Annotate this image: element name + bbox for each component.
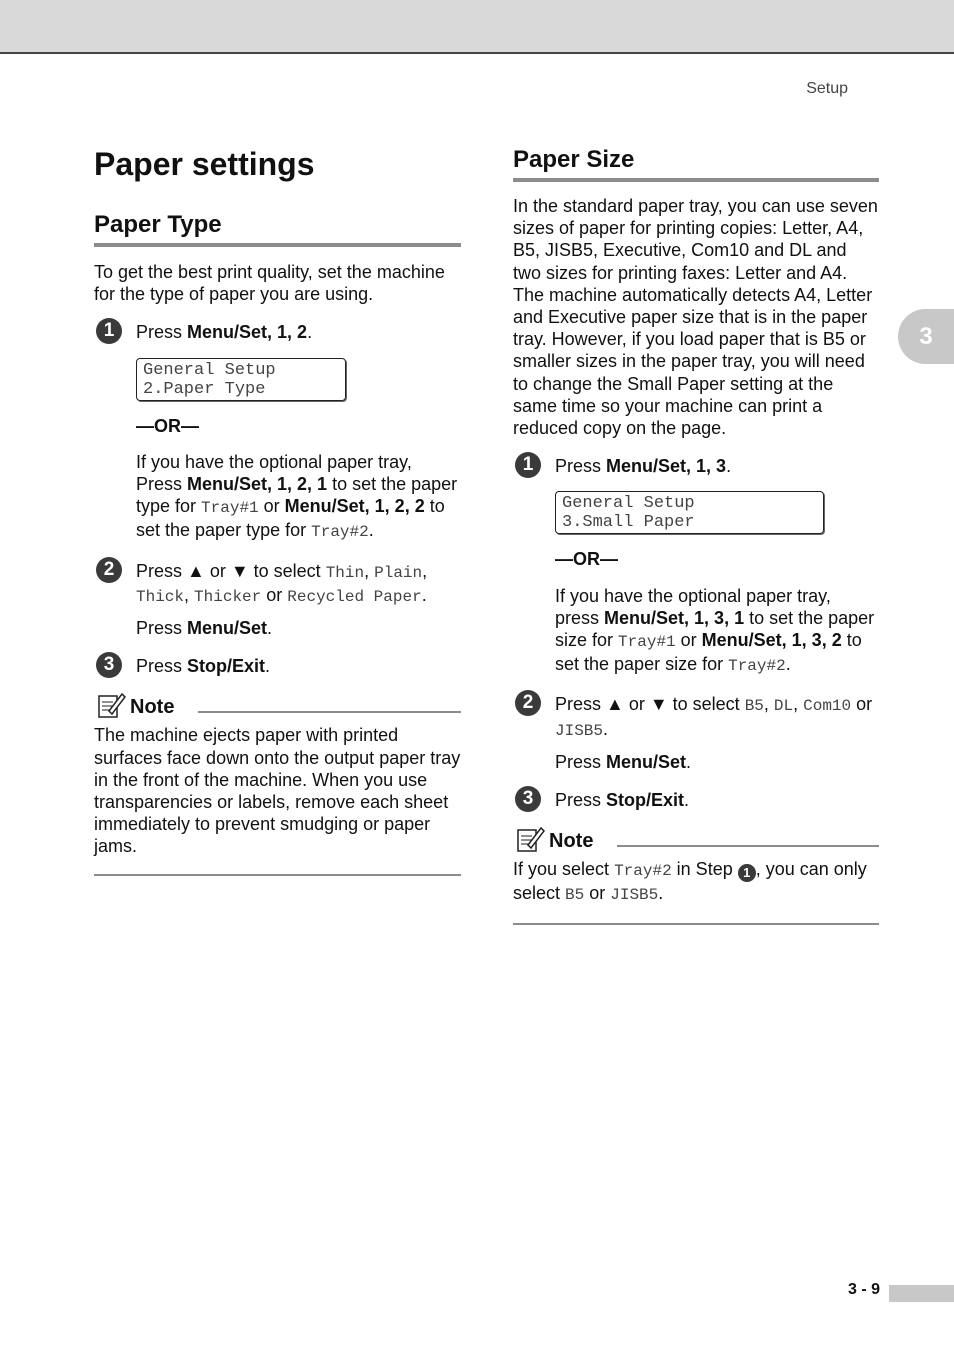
- lcd-line-1: General Setup: [562, 494, 695, 514]
- step-instruction: Press Menu/Set, 1, 2.: [136, 322, 313, 343]
- step-instruction: Press Stop/Exit.: [555, 790, 690, 811]
- step-number-badge: 1: [96, 318, 122, 344]
- step-instruction: Press Stop/Exit.: [136, 656, 271, 677]
- section-heading-paper-type: Paper Type: [94, 210, 461, 247]
- step-reference-badge: 1: [738, 864, 756, 882]
- paper-size-intro: In the standard paper tray, you can use seven sizes of paper for printing copies: Letter, A4, B5, JISB5, Executive, Com10 and DL and two sizes for printing faxes: Letter and A4. The machine automatically detects A4, Letter and Executive paper size that is in the paper tray. However, if you load paper that is B5 or smaller sizes in the paper tray, you will need to change the Small Paper setting at the same time so your machine can print a reduced copy on the page.: [513, 196, 878, 439]
- page-number: 3 - 9: [847, 1281, 880, 1298]
- section-heading-paper-size: Paper Size: [513, 145, 879, 182]
- step-number-badge: 3: [96, 652, 122, 678]
- chapter-number: 3: [919, 322, 933, 350]
- note-header: [94, 691, 461, 721]
- note-body: The machine ejects paper with printed surfaces face down onto the output paper tray in the front of the machine. When you use transparencies or labels, remove each sheet immediately to prevent smudging or paper jams.: [94, 725, 461, 857]
- paper-size-step-1: [513, 455, 879, 677]
- lcd-line-2: 3.Small Paper: [562, 513, 695, 533]
- chapter-tab: [898, 309, 954, 364]
- note-body: If you select Tray#2 in Step 1 , you can only select B5 or JISB5.: [513, 859, 867, 905]
- lcd-line-2: 2.Paper Type: [143, 379, 266, 399]
- note-rule: [198, 711, 461, 713]
- paper-type-step-2: [94, 560, 461, 640]
- step-instruction: Press Menu/Set, 1, 3.: [555, 456, 732, 477]
- or-separator: —OR—: [136, 415, 199, 436]
- note-end-rule: [94, 874, 461, 876]
- page-title: Paper settings: [94, 146, 315, 182]
- step-instruction: Press ▲ or ▼ to select B5, DL, Com10 or JISB5.: [555, 694, 873, 740]
- paper-type-intro: To get the best print quality, set the machine for the type of paper you are using.: [94, 262, 445, 305]
- step-instruction: Press ▲ or ▼ to select Thin, Plain, Thick, Thicker or Recycled Paper.: [136, 560, 428, 606]
- top-header-bar: [0, 0, 954, 54]
- step-number-badge: 3: [515, 786, 541, 812]
- step-number-badge: 2: [515, 690, 541, 716]
- paper-type-step-1: [94, 321, 461, 543]
- note-label: Note: [130, 696, 175, 719]
- running-head: Setup: [806, 80, 848, 97]
- paper-size-step-2: [513, 693, 879, 773]
- optional-tray-instruction: If you have the optional paper tray, press Menu/Set, 1, 3, 1 to set the paper size for Tray#1 or Menu/Set, 1, 3, 2 to set the paper size for Tray#2.: [555, 585, 875, 676]
- optional-tray-instruction: If you have the optional paper tray, Press Menu/Set, 1, 2, 1 to set the paper type for Tray#1 or Menu/Set, 1, 2, 2 to set the paper type for Tray#2.: [136, 451, 458, 542]
- lcd-line-1: General Setup: [143, 360, 276, 380]
- page-number-bar: [889, 1285, 954, 1302]
- note-pencil-icon: [515, 825, 545, 853]
- note-label: Note: [549, 830, 594, 853]
- step-number-badge: 2: [96, 557, 122, 583]
- lcd-display: [136, 358, 346, 401]
- note-rule: [617, 845, 879, 847]
- step-sub-instruction: Press Menu/Set.: [136, 618, 273, 639]
- left-column: [94, 145, 461, 876]
- step-sub-instruction: Press Menu/Set.: [555, 751, 692, 772]
- note-pencil-icon: [96, 691, 126, 719]
- paper-size-step-3: [513, 789, 879, 811]
- or-separator: —OR—: [555, 549, 618, 570]
- lcd-display: [555, 491, 824, 534]
- note-header: [513, 825, 879, 855]
- note-end-rule: [513, 923, 879, 925]
- step-number-badge: 1: [515, 452, 541, 478]
- paper-type-step-3: [94, 655, 461, 677]
- right-column: [513, 145, 879, 925]
